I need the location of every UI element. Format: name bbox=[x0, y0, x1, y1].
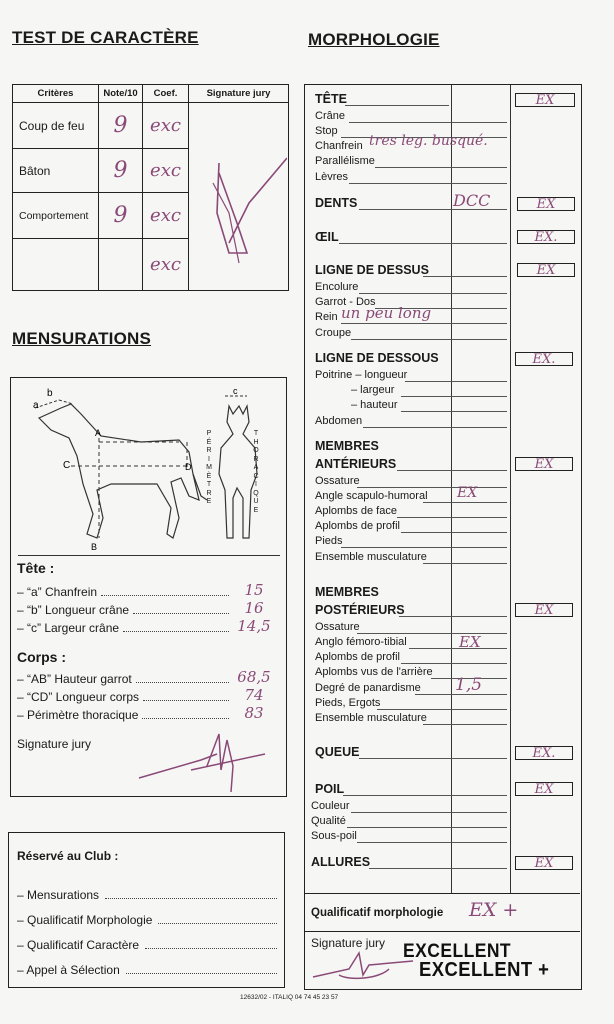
column-divider bbox=[451, 85, 452, 893]
footer-printer: 12632/02 - ITALIQ 04 74 45 23 57 bbox=[240, 994, 339, 1001]
measure-value: 74 bbox=[244, 686, 264, 704]
criteria-coef: exc bbox=[143, 103, 189, 149]
mensurations-title: MENSURATIONS bbox=[12, 329, 152, 348]
section-grade: EX. bbox=[517, 230, 575, 244]
col-criteres: Critères bbox=[13, 85, 99, 103]
sub-label: Ensemble musculature bbox=[315, 712, 427, 724]
col-note: Note/10 bbox=[99, 85, 143, 103]
stamp-excellent: EXCELLENT bbox=[403, 941, 512, 962]
section-title: QUEUE bbox=[315, 745, 360, 759]
criteria-coef: exc bbox=[143, 239, 189, 291]
criteria-table bbox=[12, 84, 289, 291]
sub-label: Aplombs de profil bbox=[315, 520, 400, 532]
corps-title: Corps : bbox=[17, 649, 66, 665]
morphologie-box bbox=[304, 84, 582, 990]
measure-row bbox=[17, 686, 275, 704]
sub-label: Ensemble musculature bbox=[315, 551, 427, 563]
sub-label: Aplombs de profil bbox=[315, 651, 400, 663]
section-grade: EX bbox=[517, 197, 575, 211]
measure-label: – “CD” Longueur corps bbox=[17, 690, 140, 704]
criteria-label bbox=[13, 239, 99, 291]
section-title-2: POSTÉRIEURS bbox=[315, 603, 405, 617]
qualificatif-label: Qualificatif morphologie bbox=[311, 907, 444, 919]
criteria-note: 9 bbox=[99, 103, 143, 149]
club-item bbox=[17, 927, 277, 952]
sub-label: Aplombs vus de l'arrière bbox=[315, 666, 433, 678]
stamp-excellent-plus: EXCELLENT + bbox=[419, 959, 550, 981]
criteria-label: Comportement bbox=[13, 193, 99, 239]
sub-label: Ossature bbox=[315, 621, 360, 633]
sub-note: EX bbox=[457, 485, 478, 501]
club-item bbox=[17, 902, 277, 927]
measure-label: – “b” Longueur crâne bbox=[17, 603, 130, 617]
col-coef: Coef. bbox=[143, 85, 189, 103]
mensurations-box bbox=[10, 377, 287, 797]
divider bbox=[18, 555, 280, 556]
sub-label: Stop bbox=[315, 125, 338, 137]
measure-row bbox=[17, 581, 275, 599]
sub-label: – hauteur bbox=[351, 399, 398, 411]
sub-label: Pieds, Ergots bbox=[315, 697, 381, 709]
sub-label: Abdomen bbox=[315, 415, 363, 427]
qualificatif-value: EX + bbox=[469, 899, 519, 921]
sub-note: tres leg. busqué. bbox=[369, 133, 488, 149]
section-title: DENTS bbox=[315, 196, 358, 210]
mensurations-signature-drawing bbox=[131, 726, 271, 796]
club-item-label: – Qualificatif Caractère bbox=[17, 938, 140, 952]
section-grade: EX bbox=[515, 93, 575, 107]
section-note: DCC bbox=[453, 191, 491, 210]
section-title: ŒIL bbox=[315, 230, 339, 244]
measure-value: 15 bbox=[244, 581, 264, 599]
sub-note: EX bbox=[459, 633, 481, 651]
section-grade: EX bbox=[515, 856, 573, 870]
measure-value: 68,5 bbox=[237, 668, 271, 686]
sub-label: Poitrine – longueur bbox=[315, 369, 408, 381]
sub-label: Aplombs de face bbox=[315, 505, 397, 517]
diagram-letter-B: B bbox=[91, 542, 98, 550]
section-grade: EX bbox=[515, 603, 573, 617]
sub-label: Qualité bbox=[311, 815, 346, 827]
club-items bbox=[17, 877, 277, 977]
club-item-label: – Appel à Sélection bbox=[17, 963, 120, 977]
sub-label: – largeur bbox=[351, 384, 395, 396]
sub-label: Pieds bbox=[315, 535, 343, 547]
col-signature: Signature jury bbox=[189, 85, 289, 103]
dog-diagram bbox=[11, 378, 285, 550]
sub-label: Anglo fémoro-tibial bbox=[315, 636, 407, 648]
criteria-coef: exc bbox=[143, 193, 189, 239]
measure-value: 83 bbox=[244, 704, 264, 722]
section-title: TÊTE bbox=[315, 92, 347, 106]
test-caractere-title: TEST DE CARACTÈRE bbox=[12, 28, 199, 47]
sub-label: Chanfrein bbox=[315, 140, 363, 152]
sub-label: Encolure bbox=[315, 281, 359, 293]
section-title: MEMBRES bbox=[315, 585, 379, 599]
measure-label: – Périmètre thoracique bbox=[17, 708, 139, 722]
sub-label: Couleur bbox=[311, 800, 350, 812]
club-box bbox=[8, 832, 285, 988]
diagram-letter-A: A bbox=[95, 428, 102, 438]
section-title: MEMBRES bbox=[315, 439, 379, 453]
criteria-note bbox=[99, 239, 143, 291]
tete-title: Tête : bbox=[17, 560, 55, 576]
club-item bbox=[17, 952, 277, 977]
thoracique-vertical-label: T H O R A C I Q U E bbox=[253, 430, 259, 514]
section-title-2: ANTÉRIEURS bbox=[315, 457, 397, 471]
section-grade: EX bbox=[515, 782, 573, 796]
sub-note: 1,5 bbox=[455, 675, 483, 695]
criteria-label: Bâton bbox=[13, 149, 99, 193]
sub-label: Parallélisme bbox=[315, 155, 375, 167]
club-item-label: – Qualificatif Morphologie bbox=[17, 913, 153, 927]
morphologie-title: MORPHOLOGIE bbox=[308, 30, 440, 49]
section-grade: EX bbox=[515, 457, 573, 471]
sub-label: Croupe bbox=[315, 327, 352, 339]
diagram-letter-C: C bbox=[63, 460, 71, 471]
club-title: Réservé au Club : bbox=[17, 849, 119, 863]
mensurations-signature-label: Signature jury bbox=[17, 737, 92, 751]
measure-label: – “a” Chanfrein bbox=[17, 585, 98, 599]
section-title: LIGNE DE DESSOUS bbox=[315, 351, 439, 365]
measure-value: 16 bbox=[244, 599, 264, 617]
diagram-letter-c: c bbox=[233, 386, 238, 396]
jury-signature-drawing bbox=[189, 103, 287, 283]
sub-label: Lèvres bbox=[315, 171, 349, 183]
tete-rows bbox=[17, 581, 275, 635]
measure-row bbox=[17, 617, 275, 635]
criteria-note: 9 bbox=[99, 149, 143, 193]
sub-label: Degré de panardisme bbox=[315, 682, 421, 694]
measure-row bbox=[17, 704, 275, 722]
sub-label: Garrot - Dos bbox=[315, 296, 376, 308]
diagram-letter-a: a bbox=[33, 400, 39, 411]
measure-row bbox=[17, 668, 275, 686]
column-divider bbox=[510, 85, 511, 893]
diagram-letter-b: b bbox=[47, 388, 53, 399]
morpho-signature-label: Signature jury bbox=[311, 936, 386, 950]
measure-label: – “AB” Hauteur garrot bbox=[17, 672, 132, 686]
section-grade: EX bbox=[517, 263, 575, 277]
sub-label: Angle scapulo-humoral bbox=[315, 490, 428, 502]
criteria-note: 9 bbox=[99, 193, 143, 239]
measure-value: 14,5 bbox=[237, 617, 271, 635]
jury-signature-cell bbox=[189, 103, 289, 291]
criteria-coef: exc bbox=[143, 149, 189, 193]
sub-note: un peu long bbox=[341, 304, 432, 322]
section-title: POIL bbox=[315, 782, 345, 796]
sub-label: Crâne bbox=[315, 110, 345, 122]
diagram-letter-D: D bbox=[185, 462, 192, 472]
corps-rows bbox=[17, 668, 275, 722]
measure-row bbox=[17, 599, 275, 617]
criteria-label: Coup de feu bbox=[13, 103, 99, 149]
divider bbox=[305, 931, 580, 932]
measure-label: – “c” Largeur crâne bbox=[17, 621, 120, 635]
section-title: LIGNE DE DESSUS bbox=[315, 263, 429, 277]
club-item bbox=[17, 877, 277, 902]
perimetre-vertical-label: P É R I M È T R E bbox=[206, 430, 212, 505]
section-title: ALLURES bbox=[311, 855, 371, 869]
club-item-label: – Mensurations bbox=[17, 888, 100, 902]
sub-label: Ossature bbox=[315, 475, 360, 487]
section-grade: EX. bbox=[515, 352, 573, 366]
sub-label: Rein bbox=[315, 311, 338, 323]
section-grade: EX. bbox=[515, 746, 573, 760]
sub-label: Sous-poil bbox=[311, 830, 357, 842]
divider bbox=[305, 893, 580, 894]
